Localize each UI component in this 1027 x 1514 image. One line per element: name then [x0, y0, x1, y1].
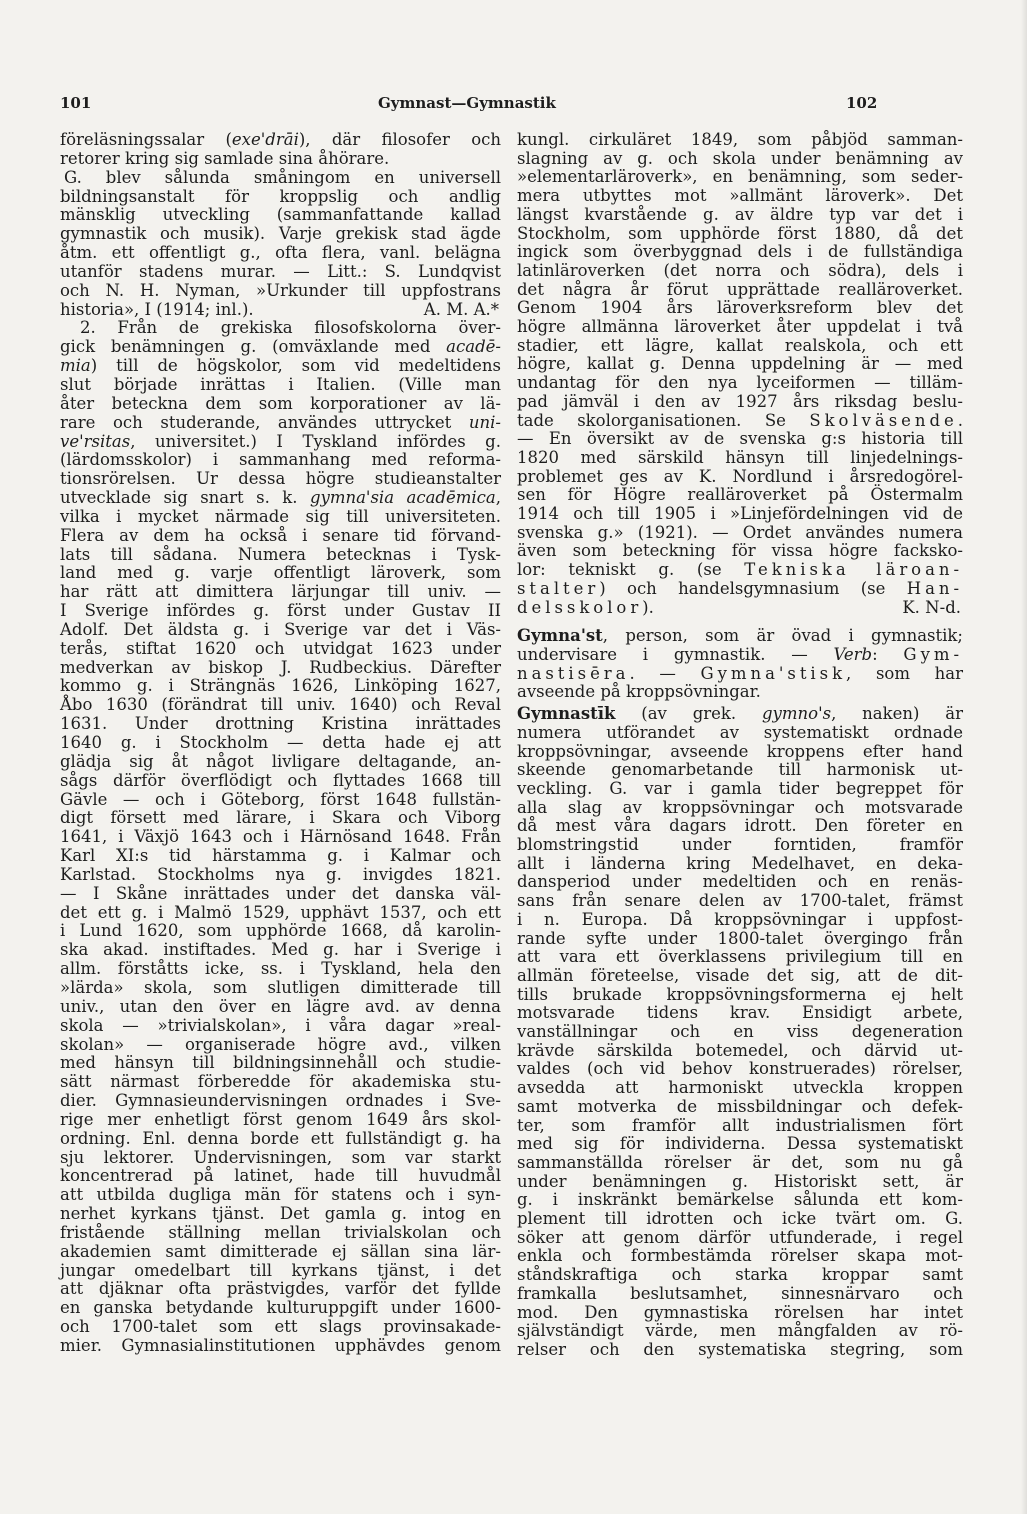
text-run: dier. Gymnasieundervisningen ordnades i Sve-	[60, 1091, 501, 1111]
text-run: vilka i mycket närmade sig till universiteten.	[60, 506, 501, 526]
text-run: sammanställda rörelser är det, som nu gå	[517, 1152, 963, 1172]
text-run: ) och handelsgymnasium (se	[599, 578, 907, 598]
text-run: rare och studerande, användes uttrycket	[60, 412, 469, 432]
text-run: gymnastik och musik). Varje grekisk stad ägde	[60, 224, 501, 244]
text-line	[517, 1210, 963, 1229]
text-line	[60, 564, 501, 583]
text-run: motsvarade tidens krav. Ensidigt arbete,	[517, 1003, 963, 1023]
text-run: :	[872, 644, 904, 664]
text-line	[60, 922, 501, 941]
text-run: att utbilda dugliga män för statens och i syn-	[60, 1185, 501, 1205]
text-run: koncentrerad på latinet, hade till huvudmål	[60, 1166, 501, 1186]
text-run: Gävle — och i Göteborg, först 1648 fullstän-	[60, 789, 501, 809]
italic-text: gymna'sia acadēmica	[309, 488, 496, 508]
text-line	[517, 683, 963, 702]
text-run: , som har	[846, 663, 963, 683]
text-line	[517, 1004, 963, 1023]
text-line	[517, 187, 963, 206]
text-line	[517, 986, 963, 1005]
text-run: »elementarläroverk», en benämning, som seder-	[517, 167, 963, 187]
text-run: stadier, ett lägre, kallat realskola, och ett	[517, 335, 963, 355]
text-run: , universitet.) I Tyskland infördes g.	[130, 431, 501, 451]
text-run: och N. H. Nyman, »Urkunder till uppfostrans	[60, 280, 501, 300]
spaced-text: Gym-	[903, 644, 963, 664]
text-run: valdes (och vid behov konstruerades) rörelser,	[517, 1059, 963, 1079]
text-run: 2. Från de grekiska filosofskolorna över-	[80, 318, 501, 338]
text-line	[60, 470, 501, 489]
text-line	[60, 640, 501, 659]
text-line	[60, 602, 501, 621]
text-line	[60, 282, 501, 301]
text-line	[60, 659, 501, 678]
text-run: ), där filosofer och	[298, 130, 501, 149]
text-run: Adolf. Det äldsta g. i Sverige var det i Väs-	[60, 619, 501, 639]
text-run: slut började inrättas i Italien. (Ville man	[60, 374, 501, 394]
text-run: numera utförandet av systematiskt ordnade	[517, 722, 963, 742]
text-run: plement till idrotten och icke tvärt om. G.	[517, 1209, 963, 1229]
text-run: längst kvarstående g. av äldre typ var det i	[517, 204, 963, 224]
text-line	[517, 967, 963, 986]
text-line	[517, 355, 963, 374]
text-line	[517, 561, 963, 580]
text-run: medverkan av biskop J. Rudbeckius. Därefter	[60, 657, 501, 677]
text-line	[517, 1023, 963, 1042]
text-line	[60, 1299, 501, 1318]
text-run: åtm. ett offentligt g., ofta flera, vanl. belägna	[60, 243, 501, 263]
italic-text: exe'drāi	[231, 130, 299, 149]
text-run: latinläroverken (det norra och södra), dels i	[517, 260, 963, 280]
text-run: relser och den systematiska stegring, som	[517, 1340, 963, 1359]
text-run: Åbo 1630 (förändrat till univ. 1640) och Reval	[60, 695, 501, 715]
text-line	[517, 580, 963, 599]
text-line	[517, 337, 963, 356]
page-number-left: 101	[60, 94, 92, 112]
text-run: ).	[642, 597, 654, 617]
text-run: tade skolorganisationen. Se	[517, 410, 810, 430]
text-line	[60, 809, 501, 828]
text-run: åter beteckna dem som korporationer av lä-	[60, 393, 501, 413]
text-line	[60, 828, 501, 847]
text-run: i Lund 1620, som upphörde 1668, då karolin-	[60, 921, 501, 941]
text-line	[517, 873, 963, 892]
text-line	[517, 1266, 963, 1285]
text-line	[517, 1117, 963, 1136]
text-run: svenska g.» (1921). — Ordet användes numera	[517, 522, 963, 542]
text-line	[60, 960, 501, 979]
bold-headword: Gymnastīk	[517, 704, 616, 724]
text-line	[60, 1280, 501, 1299]
text-run: undantag för den nya lyceiformen — tilläm-	[517, 373, 963, 393]
text-run: då mest våra dagars idrott. Den företer en	[517, 816, 963, 836]
text-line	[517, 1341, 963, 1360]
text-run: ter, som framför allt industrialismen fört	[517, 1115, 963, 1135]
text-run: rige mer enhetligt först genom 1649 års skol-	[60, 1109, 501, 1129]
text-run: söker att genom därför utfunderade, i regel	[517, 1227, 963, 1247]
text-line	[517, 468, 963, 487]
text-run: mier. Gymnasialinstitutionen upphävdes genom	[60, 1336, 501, 1355]
text-run: mod. Den gymnastiska rörelsen har intet	[517, 1302, 963, 1322]
text-run: dansperiod under medeltiden och en renäs-	[517, 872, 963, 892]
text-run: , person, som är övad i gymnastik;	[602, 626, 963, 646]
text-run: tionsrörelsen. Ur dessa högre studieanstalter	[60, 469, 501, 489]
text-line	[60, 1092, 501, 1111]
text-line	[517, 1229, 963, 1248]
text-line	[517, 262, 963, 281]
text-line	[60, 998, 501, 1017]
text-line	[60, 1318, 501, 1337]
text-line	[517, 150, 963, 169]
text-line	[60, 206, 501, 225]
text-run: Genom 1904 års läroverksreform blev det	[517, 298, 963, 318]
italic-text: uni-	[468, 412, 501, 432]
text-line	[517, 225, 963, 244]
text-line	[517, 524, 963, 543]
text-line	[60, 433, 501, 452]
spaced-text: nastisēra	[517, 663, 630, 683]
text-run: Karl XI:s tid härstamma g. i Kalmar och	[60, 846, 501, 866]
text-run: sen för Högre realläroverket på Östermalm	[517, 485, 963, 505]
text-run: allmän företeelse, visade det sig, att de dit-	[517, 965, 963, 985]
scan-edge-shadow	[1021, 0, 1027, 1514]
text-run: kommo g. i Strängnäs 1626, Linköping 1627,	[60, 676, 501, 696]
text-line	[60, 244, 501, 263]
text-run: kungl. cirkuläret 1849, som påbjöd samman-	[517, 130, 963, 149]
text-run: sågs därför överflödigt och flyttades 1668 till	[60, 770, 501, 790]
gymnasium-part2-paragraph	[60, 319, 501, 1355]
text-line	[517, 1135, 963, 1154]
text-line	[517, 1060, 963, 1079]
text-run: enkla och formbestämda rörelser skapa mot-	[517, 1246, 963, 1266]
text-run: allm. förståtts icke, ss. i Tyskland, hela den	[60, 959, 501, 979]
text-run: med sig för individerna. Dessa systematiskt	[517, 1134, 963, 1154]
text-line	[517, 724, 963, 743]
text-run: det ett g. i Malmö 1529, upphävt 1537, och ett	[60, 902, 501, 922]
text-line	[517, 299, 963, 318]
text-line	[517, 131, 963, 150]
text-line	[60, 1017, 501, 1036]
text-run: ståndskraftiga och starka kroppar samt	[517, 1265, 963, 1285]
text-run: ordning. Enl. denna borde ett fullständigt g. ha	[60, 1128, 501, 1148]
text-line	[517, 705, 963, 724]
gymnasium-part1-ending-paragraph	[60, 131, 501, 169]
text-line	[517, 281, 963, 300]
text-line	[517, 243, 963, 262]
text-line	[60, 150, 501, 169]
text-line	[60, 734, 501, 753]
text-run: kroppsövningar, avseende kroppens efter hand	[517, 741, 963, 761]
text-line	[517, 393, 963, 412]
text-run: det några år förut upprättade realläroverket.	[517, 279, 963, 299]
text-run: högre, kallat g. Denna uppdelning är — med	[517, 354, 963, 374]
text-run: fristående ställning mellan trivialskolan och	[60, 1222, 501, 1242]
text-line	[517, 599, 963, 618]
text-run: sju lektorer. Undervisningen, som var starkt	[60, 1147, 501, 1167]
author-signature: K. N-d.	[902, 597, 961, 617]
text-run: nerhet kyrkans tjänst. Det gamla g. intog en	[60, 1204, 501, 1224]
spaced-text: Han-	[906, 578, 963, 598]
text-line	[60, 1073, 501, 1092]
text-line	[60, 847, 501, 866]
text-line	[517, 1247, 963, 1266]
spaced-text: Skolväsende	[809, 410, 958, 430]
text-line	[517, 1304, 963, 1323]
text-run: Stockholm, som upphörde först 1880, då det	[517, 223, 963, 243]
text-run: med hänsyn till bildningsinnehåll och studie-	[60, 1053, 501, 1073]
text-line	[60, 979, 501, 998]
text-run: lats till sådana. Numera betecknas i Tysk-	[60, 544, 501, 564]
text-run: — En översikt av de svenska g:s historia till	[517, 429, 963, 449]
text-line	[60, 508, 501, 527]
text-line	[60, 188, 501, 207]
page-number-right: 102	[846, 94, 878, 112]
text-line	[60, 677, 501, 696]
text-line	[517, 206, 963, 225]
text-run: skola — »trivialskolan», i våra dagar »real-	[60, 1015, 501, 1035]
text-run: vanställningar och en viss degeneration	[517, 1022, 963, 1042]
text-line	[517, 799, 963, 818]
text-run: gick benämningen g. (omväxlande med	[60, 337, 447, 357]
text-run: har rätt att dimittera lärjungar till univ. —	[60, 582, 501, 602]
text-line	[517, 1042, 963, 1061]
text-run: . —	[629, 663, 701, 683]
text-line	[517, 743, 963, 762]
text-line	[517, 449, 963, 468]
text-run: mera utbyttes mot »allmänt läroverk». Det	[517, 186, 963, 206]
text-run: 1914 och till 1905 i »Linjefördelningen vid de	[517, 504, 963, 524]
text-run: rande syfte under 1800-talet övergingo från	[517, 928, 963, 948]
text-run: — I Skåne inrättades under det danska väl-	[60, 883, 501, 903]
text-run: i n. Europa. Då kroppsövningar i uppfost-	[517, 909, 963, 929]
text-line	[517, 1285, 963, 1304]
text-run: avseende på kroppsövningar.	[517, 682, 761, 702]
text-run: digt försett med lärare, i Skara och Viborg	[60, 808, 501, 828]
text-run: G. blev sålunda småningom en universell	[64, 167, 501, 187]
text-line	[60, 1262, 501, 1281]
text-line	[60, 1130, 501, 1149]
text-line	[517, 486, 963, 505]
entry-gymnastik	[517, 705, 963, 1360]
text-run: blomstringstid under forntiden, framför	[517, 835, 963, 855]
bold-headword: Gymna'st	[517, 626, 603, 646]
text-line	[60, 338, 501, 357]
text-run: en ganska betydande kulturuppgift under 1600-	[60, 1298, 501, 1318]
text-line	[60, 414, 501, 433]
text-line	[517, 761, 963, 780]
text-line	[517, 948, 963, 967]
text-run: Karlstad. Stockholms nya g. invigdes 1821.	[60, 864, 501, 884]
text-line	[517, 1098, 963, 1117]
text-run: akademien samt dimitterade ej sällan sina lär-	[60, 1241, 501, 1261]
text-run: 1641, i Växjö 1643 och i Härnösand 1648. Från	[60, 827, 501, 847]
text-run: glädja sig åt något livligare deltagande, an-	[60, 751, 501, 771]
text-line	[517, 1154, 963, 1173]
text-run: framkalla beslutsamhet, sinnesnärvaro och	[517, 1283, 963, 1303]
text-line	[60, 696, 501, 715]
text-run: att djäknar ofta prästvigdes, varför det fyllde	[60, 1279, 501, 1299]
text-run: utanför stadens murar. — Litt.: S. Lundqvist	[60, 261, 501, 281]
text-line	[60, 169, 501, 188]
text-run: »lärda» skola, som slutligen dimitterade till	[60, 977, 501, 997]
spaced-text: stalter	[517, 578, 600, 598]
text-run: land med g. varje offentligt läroverk, som	[60, 563, 501, 583]
text-run: utvecklade sig snart s. k.	[60, 488, 310, 508]
text-run: 1631. Under drottning Kristina inrättades	[60, 714, 501, 734]
entry-gymnast	[517, 627, 963, 702]
text-line	[60, 753, 501, 772]
text-run: att vara ett överklassens privilegium till en	[517, 947, 963, 967]
text-line	[517, 430, 963, 449]
text-run: I Sverige infördes g. först under Gustav II	[60, 601, 501, 621]
text-line	[517, 817, 963, 836]
text-line	[517, 542, 963, 561]
text-line	[517, 911, 963, 930]
text-line	[517, 374, 963, 393]
text-line	[60, 1205, 501, 1224]
gymnasium-part2-continuation	[517, 131, 963, 617]
text-line	[517, 627, 963, 646]
text-line	[60, 319, 501, 338]
text-run: krävde särskilda botemedel, och därvid ut-	[517, 1040, 963, 1060]
italic-text: gymno's	[761, 704, 832, 724]
text-run: 1820 med särskild hänsyn till linjedelnings-	[517, 447, 963, 467]
italic-text: mia	[60, 356, 91, 376]
text-run: bildningsanstalt för kroppslig och andlig	[60, 186, 501, 206]
text-line	[517, 780, 963, 799]
text-line	[517, 646, 963, 665]
text-line	[517, 930, 963, 949]
text-line	[60, 791, 501, 810]
text-line	[517, 665, 963, 684]
author-signature: A. M. A.*	[423, 299, 499, 319]
text-run: alla slag av kroppsövningar och motsvarade	[517, 797, 963, 817]
text-run: sätt närmast förberedde för akademiska stu-	[60, 1072, 501, 1092]
text-line	[60, 866, 501, 885]
text-run: ingick som överbyggnad dels i de fullständiga	[517, 242, 963, 262]
text-run: ) till de högskolor, som vid medeltidens	[90, 356, 501, 376]
text-run: även som beteckning för vissa högre facksko-	[517, 541, 963, 561]
text-run: Flera av dem ha också i senare tid förvand-	[60, 525, 501, 545]
text-line	[60, 451, 501, 470]
text-run: 1640 g. i Stockholm — detta hade ej att	[60, 733, 501, 752]
text-line	[60, 941, 501, 960]
text-line	[517, 505, 963, 524]
text-run: högre allmänna läroverket åter uppdelat i två	[517, 317, 963, 337]
text-line	[517, 1173, 963, 1192]
text-line	[60, 263, 501, 282]
right-column	[517, 131, 963, 1360]
text-run: samt motverka de missbildningar och defek-	[517, 1096, 963, 1116]
text-run: ,	[495, 488, 501, 508]
text-line	[60, 357, 501, 376]
text-line	[60, 715, 501, 734]
text-run: terås, stiftat 1620 och utvidgat 1623 under	[60, 638, 501, 658]
text-run: sans från senare delen av 1700-talet, främst	[517, 891, 963, 911]
text-run: skeende genomarbetande till harmonisk ut-	[517, 760, 963, 780]
italic-text: Verb	[833, 644, 873, 664]
text-run: , naken) är	[831, 704, 963, 724]
text-line	[517, 1191, 963, 1210]
spaced-text: Tekniska läroan-	[744, 560, 963, 580]
text-run: problemet ges av K. Nordlund i årsredogörel-	[517, 466, 963, 486]
text-line	[517, 318, 963, 337]
text-line	[60, 546, 501, 565]
text-line	[60, 885, 501, 904]
text-run: lor: tekniskt g. (se	[517, 560, 745, 580]
text-line	[517, 836, 963, 855]
text-line	[60, 1167, 501, 1186]
text-run: pad jämväl i den av 1927 års riksdag beslu-	[517, 391, 963, 411]
text-run: föreläsningssalar (	[60, 130, 232, 149]
text-run: avsedda att harmoniskt utveckla kroppen	[517, 1078, 963, 1098]
text-line	[517, 892, 963, 911]
text-run: retorer kring sig samlade sina åhörare.	[60, 148, 390, 168]
text-run: jungar omedelbart till kyrkans tjänst, i det	[60, 1260, 501, 1280]
text-run: tills brukade kroppsövningsformerna ej helt	[517, 984, 963, 1004]
text-line	[60, 376, 501, 395]
text-line	[517, 855, 963, 874]
text-line	[60, 904, 501, 923]
text-run: mänsklig utveckling (sammanfattande kallad	[60, 205, 501, 225]
text-line	[60, 1186, 501, 1205]
text-run: slagning av g. och skola under benämning av	[517, 148, 963, 168]
text-run: .	[957, 410, 963, 430]
text-run: skolan» — organiserade högre avd., vilken	[60, 1034, 501, 1054]
left-column	[60, 131, 501, 1356]
text-line	[60, 395, 501, 414]
text-line	[60, 772, 501, 791]
text-line	[60, 583, 501, 602]
text-run: självständigt värde, men mångfalden av rö-	[517, 1321, 963, 1341]
text-run: undervisare i gymnastik. —	[517, 644, 834, 664]
text-line	[60, 621, 501, 640]
text-line	[60, 489, 501, 508]
italic-text: ve'rsitas	[60, 431, 131, 451]
text-run: g. i inskränkt bemärkelse sålunda ett kom-	[517, 1190, 963, 1210]
text-line	[60, 225, 501, 244]
text-run: allt i länderna kring Medelhavet, en deka-	[517, 853, 963, 873]
running-title: Gymnast—Gymnastik	[378, 94, 556, 112]
text-line	[517, 1079, 963, 1098]
text-line	[60, 301, 501, 320]
text-line	[517, 168, 963, 187]
text-run: (lärdomsskolor) i sammanhang med reforma-	[60, 450, 501, 470]
text-line	[60, 1243, 501, 1262]
spaced-text: Gymna'stisk	[700, 663, 847, 683]
text-line	[517, 1322, 963, 1341]
italic-text: acadē-	[446, 337, 501, 357]
text-run: veckling. G. var i gamla tider begreppet för	[517, 778, 963, 798]
text-run: och 1700-talet som ett slags provinsakade-	[60, 1317, 501, 1337]
text-run: under benämningen g. Historiskt sett, är	[517, 1171, 963, 1191]
spaced-text: delsskolor	[517, 597, 643, 617]
text-line	[60, 1224, 501, 1243]
text-line	[60, 1337, 501, 1356]
text-line	[60, 131, 501, 150]
text-run: univ., utan den över en lägre avd. av denna	[60, 996, 501, 1016]
text-line	[60, 1036, 501, 1055]
text-run: ska akad. instiftades. Med g. har i Sverige i	[60, 940, 501, 960]
text-line	[60, 527, 501, 546]
gymnasium-part1-paragraph	[60, 169, 501, 320]
text-line	[60, 1149, 501, 1168]
text-line	[517, 412, 963, 431]
text-line	[60, 1054, 501, 1073]
text-run: (av grek.	[615, 704, 762, 724]
text-run: historia», I (1914; inl.).	[60, 299, 254, 319]
text-line	[60, 1111, 501, 1130]
